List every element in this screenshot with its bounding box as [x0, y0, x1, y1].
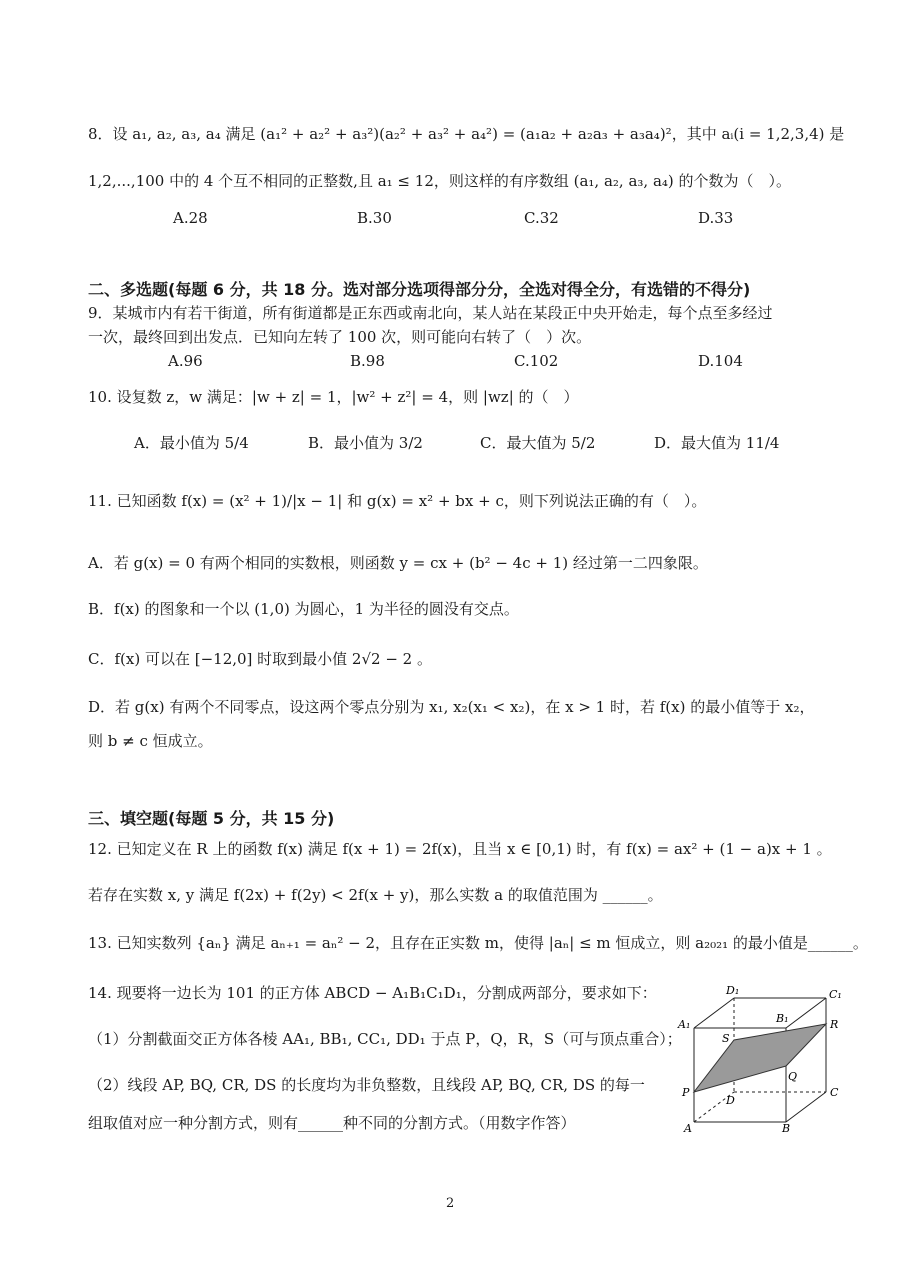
q13-line1: 13. 已知实数列 {aₙ} 满足 aₙ₊₁ = aₙ² − 2，且存在正实数 m，使得 |aₙ| ≤ m 恒成立，则 a₂₀₂₁ 的最小值是______。 — [88, 934, 868, 952]
q8-option-c: C.32 — [524, 209, 559, 227]
q10-option-c: C．最大值为 5/2 — [480, 434, 596, 452]
label-p: P — [682, 1086, 690, 1099]
label-q: Q — [788, 1070, 798, 1083]
q9-option-c: C.102 — [514, 352, 559, 370]
q9-option-b: B.98 — [350, 352, 385, 370]
q11-option-a: A．若 g(x) = 0 有两个相同的实数根，则函数 y = cx + (b² − 4c + 1) 经过第一二四象限。 — [88, 554, 708, 572]
q11-option-d-line2: 则 b ≠ c 恒成立。 — [88, 732, 213, 750]
q14-line1: 14. 现要将一边长为 101 的正方体 ABCD − A₁B₁C₁D₁，分割成两部分，要求如下： — [88, 984, 657, 1002]
q10-option-d: D．最大值为 11/4 — [654, 434, 780, 452]
cube-figure — [668, 984, 848, 1134]
q10-option-b: B．最小值为 3/2 — [308, 434, 423, 452]
label-d1: D₁ — [726, 984, 740, 997]
label-c1: C₁ — [829, 988, 842, 1001]
q8-line1: 8．设 a₁, a₂, a₃, a₄ 满足 (a₁² + a₂² + a₃²)(a₂² + a₃² + a₄²) = (a₁a₂ + a₂a₃ + a₃a₄)²，其中 aᵢ(i = 1,2,3,4) 是 — [88, 125, 845, 143]
cross-section-pqrs — [694, 1024, 826, 1092]
q8-option-d: D.33 — [698, 209, 734, 227]
q12-line1: 12. 已知定义在 R 上的函数 f(x) 满足 f(x + 1) = 2f(x)，且当 x ∈ [0,1) 时，有 f(x) = ax² + (1 − a)x + 1 。 — [88, 840, 832, 858]
q12-line2: 若存在实数 x, y 满足 f(2x) + f(2y) < 2f(x + y)，那么实数 a 的取值范围为 ______。 — [88, 886, 663, 904]
label-a: A — [684, 1122, 692, 1134]
q9-line1: 9．某城市内有若干街道，所有街道都是正东西或南北向，某人站在某段正中央开始走，每个点至多经过 — [88, 304, 773, 322]
edge-bc — [786, 1092, 826, 1122]
q9-line2: 一次，最终回到出发点．已知向左转了 100 次，则可能向右转了（ ）次。 — [88, 328, 592, 346]
q11-option-d-line1: D．若 g(x) 有两个不同零点，设这两个零点分别为 x₁, x₂(x₁ < x₂)，在 x > 1 时，若 f(x) 的最小值等于 x₂， — [88, 698, 815, 716]
edge-b1c1 — [786, 998, 826, 1028]
q14-line3: （2）线段 AP, BQ, CR, DS 的长度均为非负整数，且线段 AP, BQ, CR, DS 的每一 — [88, 1076, 645, 1094]
label-a1: A₁ — [678, 1018, 691, 1031]
q14-line4: 组取值对应一种分割方式，则有______种不同的分割方式。（用数字作答） — [88, 1114, 576, 1132]
page-number: 2 — [446, 1196, 455, 1211]
q10-line1: 10. 设复数 z，w 满足：|w + z| = 1，|w² + z²| = 4，则 |wz| 的（ ） — [88, 388, 579, 406]
q11-line1: 11. 已知函数 f(x) = (x² + 1)/|x − 1| 和 g(x) = x² + bx + c，则下列说法正确的有（ ）。 — [88, 492, 707, 510]
q8-option-b: B.30 — [357, 209, 392, 227]
label-r: R — [830, 1018, 839, 1031]
section-heading-fill-in: 三、填空题(每题 5 分，共 15 分) — [88, 809, 335, 828]
q11-option-c: C．f(x) 可以在 [−12,0] 时取到最小值 2√2 − 2 。 — [88, 650, 432, 668]
q14-line2: （1）分割截面交正方体各棱 AA₁, BB₁, CC₁, DD₁ 于点 P，Q，R，S（可与顶点重合）； — [88, 1030, 682, 1048]
label-d: D — [726, 1094, 735, 1107]
label-c: C — [830, 1086, 839, 1099]
label-b1: B₁ — [776, 1012, 789, 1025]
q9-option-a: A.96 — [168, 352, 203, 370]
q9-option-d: D.104 — [698, 352, 743, 370]
q8-line2: 1,2,...,100 中的 4 个互不相同的正整数,且 a₁ ≤ 12，则这样的有序数组 (a₁, a₂, a₃, a₄) 的个数为（ ）。 — [88, 172, 792, 190]
edge-a1d1 — [694, 998, 734, 1028]
q8-option-a: A.28 — [173, 209, 208, 227]
section-heading-multiple-choice: 二、多选题(每题 6 分，共 18 分。选对部分选项得部分分，全选对得全分，有选错的不得分) — [88, 280, 751, 299]
label-b: B — [782, 1122, 791, 1134]
q11-option-b: B．f(x) 的图象和一个以 (1,0) 为圆心，1 为半径的圆没有交点。 — [88, 600, 519, 618]
q10-option-a: A．最小值为 5/4 — [134, 434, 249, 452]
label-s: S — [722, 1032, 730, 1045]
